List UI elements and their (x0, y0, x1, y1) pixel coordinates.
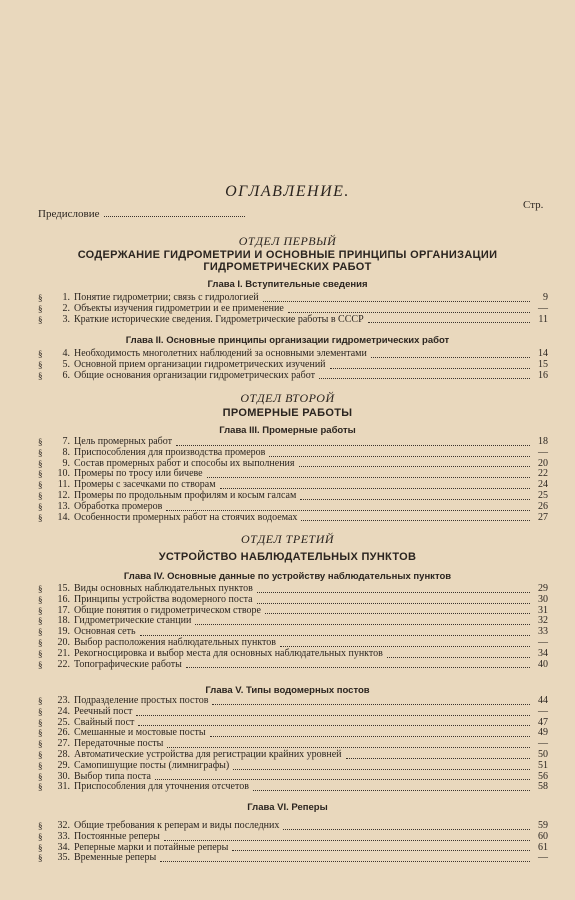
page-number: 50 (538, 748, 548, 760)
entry-title: Реперные марки и потайные реперы (74, 841, 229, 853)
entry-title: Понятие гидрометрии; связь с гидрологией (74, 292, 259, 303)
section-number: 31. (57, 781, 70, 793)
leader-dots (257, 603, 530, 604)
entry-title: Приспособления для производства промеров (74, 446, 266, 458)
page-column-label: Стр. (523, 199, 544, 211)
entry-list (38, 821, 548, 864)
page-title: ОГЛАВЛЕНИЕ. (225, 183, 350, 200)
leader-dots (371, 357, 530, 358)
section-sign: § (38, 831, 43, 842)
section-sign: § (38, 771, 43, 782)
leader-dots (176, 445, 530, 446)
section-sign: § (38, 706, 43, 717)
leader-dots (232, 850, 530, 851)
section-number: 8. (62, 446, 70, 458)
leader-dots (186, 667, 530, 668)
section-number: 10. (57, 468, 70, 480)
entry-list (38, 437, 548, 523)
entry-title: Свайный пост (74, 716, 135, 728)
section-sign: § (38, 853, 43, 864)
entry-title: Передаточные посты (74, 738, 164, 750)
page-number: 16 (538, 369, 548, 381)
part-title: ГИДРОМЕТРИЧЕСКИХ РАБОТ (203, 261, 372, 273)
section-number: 16. (57, 593, 70, 605)
section-sign: § (38, 627, 43, 638)
list-item (38, 660, 548, 671)
part-title: ПРОМЕРНЫЕ РАБОТЫ (222, 407, 353, 419)
section-sign: § (38, 349, 43, 359)
entry-title: Цель промерных работ (74, 436, 172, 447)
part-label: ОТДЕЛ ПЕРВЫЙ (238, 234, 337, 248)
entry-title: Рекогносцировка и выбор места для основных наблюдательных пунктов (74, 647, 383, 659)
entry-title: Самопишущие посты (лимниграфы) (74, 759, 230, 771)
list-item (38, 513, 548, 524)
page-number: 61 (538, 841, 548, 853)
section-number: 5. (62, 358, 70, 370)
section-sign: § (38, 842, 43, 853)
section-number: 22. (57, 658, 70, 670)
page-number: 40 (538, 658, 548, 670)
section-number: 25. (57, 716, 70, 728)
preface-entry (38, 208, 248, 220)
section-sign: § (38, 605, 43, 616)
list-item (38, 595, 548, 606)
chapter-title: Глава IV. Основные данные по устройству наблюдательных пунктов (123, 571, 452, 582)
entry-title: Промеры по продольным профилям и косым галсам (74, 489, 297, 501)
chapter-title: Глава V. Типы водомерных постов (205, 685, 370, 696)
entry-title: Объекты изучения гидрометрии и ее применение (74, 302, 284, 314)
section-number: 23. (57, 695, 70, 706)
chapter-title: Глава I. Вступительные сведения (207, 279, 368, 290)
section-sign: § (38, 594, 43, 605)
page-number: 51 (538, 759, 548, 771)
page-number: — (538, 636, 548, 648)
entry-title: Реечный пост (74, 705, 133, 717)
entry-list (38, 696, 548, 793)
page-number: 30 (538, 593, 548, 605)
leader-dots (283, 829, 530, 830)
section-number: 11. (57, 479, 70, 491)
page-number: 59 (538, 820, 548, 831)
section-number: 7. (62, 436, 70, 447)
section-number: 18. (57, 615, 70, 627)
entry-title: Виды основных наблюдательных пунктов (74, 583, 253, 594)
section-sign: § (38, 490, 43, 501)
leader-dots (387, 657, 530, 658)
leader-dots (164, 840, 530, 841)
section-number: 12. (57, 489, 70, 501)
leader-dots (140, 635, 530, 636)
section-sign: § (38, 458, 43, 469)
page-number: 15 (538, 358, 548, 370)
page-number: 11 (538, 313, 548, 325)
leader-dots (136, 715, 530, 716)
list-item (38, 371, 548, 382)
leader-dots (300, 499, 530, 500)
page-number: 47 (538, 716, 548, 728)
part-title: УСТРОЙСТВО НАБЛЮДАТЕЛЬНЫХ ПУНКТОВ (158, 551, 417, 563)
entry-title: Гидрометрические станции (74, 615, 192, 627)
leader-dots (104, 208, 246, 217)
section-number: 29. (57, 759, 70, 771)
leader-dots (233, 769, 530, 770)
page-number: — (538, 302, 548, 314)
page-number: — (538, 738, 548, 750)
entry-title: Обработка промеров (74, 500, 163, 512)
entry-title: Принципы устройства водомерного поста (74, 593, 253, 605)
page-number: 29 (538, 583, 548, 594)
section-sign: § (38, 447, 43, 458)
list-item (38, 502, 548, 513)
section-sign: § (38, 293, 43, 303)
chapter-title: Глава II. Основные принципы организации гидрометрических работ (125, 335, 450, 346)
section-number: 20. (57, 636, 70, 648)
entry-title: Промеры по тросу или бичеве (74, 468, 203, 480)
list-item (38, 315, 548, 326)
section-sign: § (38, 659, 43, 670)
list-item (38, 304, 548, 315)
section-number: 33. (57, 830, 70, 842)
leader-dots (269, 456, 530, 457)
section-sign: § (38, 437, 43, 447)
page-number: — (538, 446, 548, 458)
entry-title: Приспособления для уточнения отсчетов (74, 781, 249, 793)
section-sign: § (38, 749, 43, 760)
part-label: ОТДЕЛ ТРЕТИЙ (240, 532, 335, 546)
chapter-title: Глава III. Промерные работы (219, 425, 356, 436)
section-sign: § (38, 637, 43, 648)
list-item (38, 649, 548, 660)
entry-title: Особенности промерных работ на стоячих водоемах (74, 511, 298, 523)
leader-dots (301, 520, 530, 521)
leader-dots (265, 613, 530, 614)
leader-dots (160, 861, 530, 862)
entry-title: Общие требования к реперам и виды последних (74, 820, 280, 831)
list-item (38, 761, 548, 772)
leader-dots (155, 779, 530, 780)
page-number: 56 (538, 770, 548, 782)
page-number: 25 (538, 489, 548, 501)
page-number: 31 (538, 604, 548, 616)
section-sign: § (38, 370, 43, 381)
page-number: 44 (538, 695, 548, 706)
entry-title: Выбор расположения наблюдательных пунктов (74, 636, 277, 648)
leader-dots (220, 488, 530, 489)
entry-title: Постоянные реперы (74, 830, 160, 842)
leader-dots (280, 646, 530, 647)
page-number: 14 (538, 348, 548, 359)
entry-list (38, 293, 548, 325)
section-number: 6. (62, 369, 70, 381)
section-number: 26. (57, 727, 70, 739)
page-number: 60 (538, 830, 548, 842)
entry-title: Выбор типа поста (74, 770, 151, 782)
list-item (38, 832, 548, 843)
section-sign: § (38, 512, 43, 523)
section-number: 3. (62, 313, 70, 325)
section-sign: § (38, 821, 43, 831)
page-number: 26 (538, 500, 548, 512)
page-number: 34 (538, 647, 548, 659)
page-number: 22 (538, 468, 548, 480)
entry-title: Смешанные и мостовые посты (74, 727, 206, 739)
section-number: 15. (57, 583, 70, 594)
page-number: 20 (538, 457, 548, 469)
entry-title: Общие основания организации гидрометрических работ (74, 369, 315, 381)
entry-title: Состав промерных работ и способы их выполнения (74, 457, 295, 469)
entry-title: Основной прием организации гидрометрических изучений (74, 358, 326, 370)
entry-list (38, 584, 548, 670)
preface-label: Предисловие (38, 208, 100, 220)
section-sign: § (38, 728, 43, 739)
leader-dots (138, 725, 530, 726)
section-sign: § (38, 480, 43, 491)
section-number: 19. (57, 626, 70, 638)
page-number: 49 (538, 727, 548, 739)
leader-dots (299, 466, 530, 467)
section-number: 4. (62, 348, 70, 359)
section-sign: § (38, 303, 43, 314)
entry-title: Временные реперы (74, 852, 157, 864)
section-sign: § (38, 782, 43, 793)
section-number: 13. (57, 500, 70, 512)
page-number: 58 (538, 781, 548, 793)
section-sign: § (38, 501, 43, 512)
leader-dots (210, 736, 530, 737)
section-number: 32. (57, 820, 70, 831)
list-item (38, 707, 548, 718)
section-number: 21. (57, 647, 70, 659)
page-number: — (538, 852, 548, 864)
page-number: — (538, 705, 548, 717)
leader-dots (195, 624, 530, 625)
part-title: СОДЕРЖАНИЕ ГИДРОМЕТРИИ И ОСНОВНЫЕ ПРИНЦИПЫ ОРГАНИЗАЦИИ (77, 249, 498, 261)
leader-dots (207, 477, 530, 478)
entry-title: Общие понятия о гидрометрическом створе (74, 604, 261, 616)
leader-dots (212, 704, 530, 705)
section-number: 17. (57, 604, 70, 616)
list-item (38, 448, 548, 459)
part-label: ОТДЕЛ ВТОРОЙ (240, 391, 335, 405)
section-sign: § (38, 616, 43, 627)
section-sign: § (38, 696, 43, 706)
section-number: 35. (57, 852, 70, 864)
page-number: 24 (538, 479, 548, 491)
section-number: 9. (62, 457, 70, 469)
section-number: 2. (62, 302, 70, 314)
entry-title: Промеры с засечками по створам (74, 479, 216, 491)
leader-dots (319, 378, 530, 379)
chapter-title: Глава VI. Реперы (247, 802, 328, 813)
leader-dots (253, 790, 530, 791)
section-number: 28. (57, 748, 70, 760)
list-item (38, 360, 548, 371)
entry-list (38, 349, 548, 381)
entry-title: Необходимость многолетних наблюдений за основными элементами (74, 348, 367, 359)
page-number: 18 (538, 436, 548, 447)
section-sign: § (38, 739, 43, 750)
leader-dots (368, 322, 530, 323)
section-number: 34. (57, 841, 70, 853)
page-number: 9 (543, 292, 548, 303)
entry-title: Краткие исторические сведения. Гидрометрические работы в СССР (74, 313, 364, 325)
entry-title: Подразделение простых постов (74, 695, 209, 706)
section-number: 14. (57, 511, 70, 523)
section-sign: § (38, 648, 43, 659)
leader-dots (263, 301, 530, 302)
leader-dots (288, 312, 530, 313)
entry-title: Топографические работы (74, 658, 182, 670)
leader-dots (166, 510, 530, 511)
section-number: 27. (57, 738, 70, 750)
entry-title: Основная сеть (74, 626, 136, 638)
page-number: 33 (538, 626, 548, 638)
section-number: 1. (62, 292, 70, 303)
section-number: 30. (57, 770, 70, 782)
entry-title: Автоматические устройства для регистрации крайних уровней (74, 748, 342, 760)
section-sign: § (38, 469, 43, 480)
page-number: 32 (538, 615, 548, 627)
section-number: 24. (57, 705, 70, 717)
page-number: 27 (538, 511, 548, 523)
leader-dots (330, 368, 530, 369)
section-sign: § (38, 584, 43, 594)
section-sign: § (38, 359, 43, 370)
leader-dots (346, 758, 530, 759)
leader-dots (257, 592, 530, 593)
section-sign: § (38, 314, 43, 325)
list-item (38, 782, 548, 793)
leader-dots (167, 747, 530, 748)
list-item (38, 853, 548, 864)
section-sign: § (38, 760, 43, 771)
section-sign: § (38, 717, 43, 728)
